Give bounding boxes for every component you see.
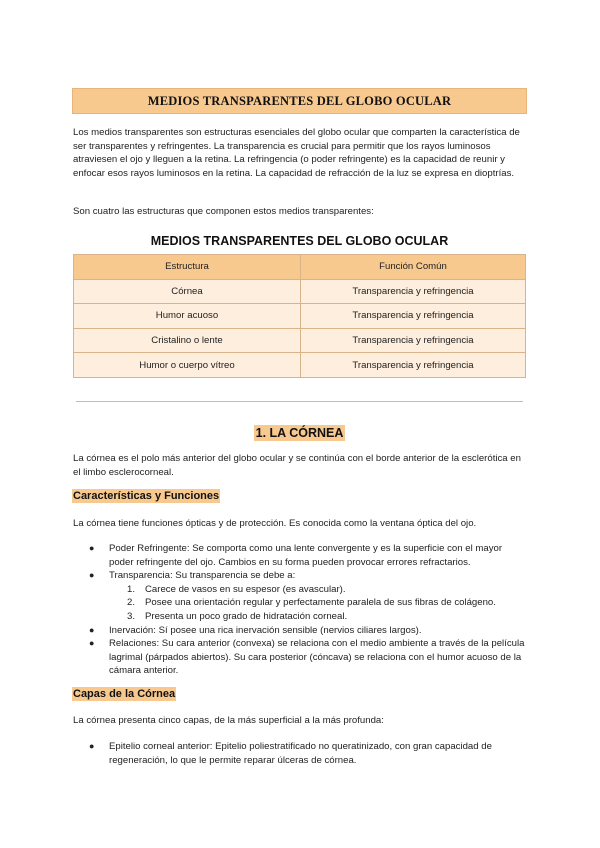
sublist-item-text: Presenta un poco grado de hidratación corneal. xyxy=(145,610,348,622)
cell-function: Transparencia y refringencia xyxy=(301,328,526,353)
list-item xyxy=(73,740,528,767)
cell-structure: Cristalino o lente xyxy=(74,328,301,353)
table-header-row xyxy=(74,255,526,280)
cell-function: Transparencia y refringencia xyxy=(301,279,526,304)
subheading-layers xyxy=(72,688,176,700)
header-function: Función Común xyxy=(301,255,526,280)
table-row xyxy=(74,279,526,304)
transparency-sublist xyxy=(109,583,528,624)
list-item xyxy=(73,624,528,638)
sublist-item: 3. Presenta un poco grado de hidratación corneal. xyxy=(127,610,348,622)
document-title: MEDIOS TRANSPARENTES DEL GLOBO OCULAR xyxy=(147,93,452,108)
header-structure: Estructura xyxy=(74,255,301,280)
structures-intro: Son cuatro las estructuras que componen estos medios transparentes: xyxy=(73,206,374,217)
list-item-text: Inervación: Sí posee una rica inervación sensible (nervios ciliares largos). xyxy=(109,624,422,636)
layers-intro: La córnea presenta cinco capas, de la más superficial a la más profunda: xyxy=(73,715,384,726)
list-item-text: Transparencia: Su transparencia se debe a: xyxy=(109,570,296,582)
table-title: MEDIOS TRANSPARENTES DEL GLOBO OCULAR xyxy=(150,234,449,248)
cell-structure: Humor o cuerpo vítreo xyxy=(74,353,301,378)
document-title-banner xyxy=(72,88,527,114)
list-item-text: Relaciones: Su cara anterior (convexa) se relaciona con el medio ambiente a través de la película lagrimal (párpados abiertos). Su cara posterior (cóncava) se relaciona con el humor acuoso de la cámara anterior. xyxy=(109,638,525,677)
bullet-icon: ● xyxy=(89,624,95,635)
characteristics-list xyxy=(73,542,528,678)
subheading-characteristics xyxy=(72,490,220,502)
sublist-item-text: Carece de vasos en su espesor (es avascular). xyxy=(145,583,346,595)
characteristics-intro: La córnea tiene funciones ópticas y de protección. Es conocida como la ventana óptica del ojo. xyxy=(73,518,477,529)
list-item xyxy=(73,569,528,623)
sublist-item: 2. Posee una orientación regular y perfectamente paralela de sus fibras de colágeno. xyxy=(127,597,496,609)
cell-structure: Humor acuoso xyxy=(74,304,301,329)
cell-function: Transparencia y refringencia xyxy=(301,353,526,378)
structures-table xyxy=(73,254,526,378)
cornea-intro: La córnea es el polo más anterior del globo ocular y se continúa con el borde anterior de la esclerótica en el limbo esclerocorneal. xyxy=(73,453,521,478)
bullet-icon: ● xyxy=(89,570,95,581)
list-item-text: Poder Refringente: Se comporta como una lente convergente y es la superficie con el mayor poder refringente del ojo. Cambios en su forma pueden provocar errores refractarios. xyxy=(109,543,503,568)
intro-paragraph: Los medios transparentes son estructuras esenciales del globo ocular que comparten la característica de ser transparentes y refringentes. La transparencia es crucial para permitir que los rayos luminosos atraviesen el ojo y lleguen a la retina. La refringencia (o poder refringente) es la capacidad de reunir y enfocar esos rayos luminosos en la retina. La capacidad de refracción de la luz se expresa en dioptrías. xyxy=(73,127,520,179)
list-item xyxy=(73,637,528,678)
section-title: 1. LA CÓRNEA xyxy=(255,426,344,440)
bullet-icon: ● xyxy=(89,543,95,553)
list-item xyxy=(73,542,528,569)
table-row xyxy=(74,328,526,353)
layers-list xyxy=(73,740,528,767)
table-row xyxy=(74,304,526,329)
table-row xyxy=(74,353,526,378)
subheading-text: Características y Funciones xyxy=(73,490,220,502)
cell-structure: Córnea xyxy=(74,279,301,304)
section-divider xyxy=(76,401,523,402)
section-heading xyxy=(73,424,526,440)
bullet-icon: ● xyxy=(89,638,95,649)
sublist-item-text: Posee una orientación regular y perfectamente paralela de sus fibras de colágeno. xyxy=(145,597,496,609)
bullet-icon: ● xyxy=(89,741,95,751)
subheading-text: Capas de la Córnea xyxy=(73,688,176,700)
list-item-text: Epitelio corneal anterior: Epitelio poliestratificado no queratinizado, con gran capacidad de regeneración, lo que le permite reparar úlceras de córnea. xyxy=(109,741,492,766)
cell-function: Transparencia y refringencia xyxy=(301,304,526,329)
sublist-item: 1. Carece de vasos en su espesor (es avascular). xyxy=(127,583,346,595)
